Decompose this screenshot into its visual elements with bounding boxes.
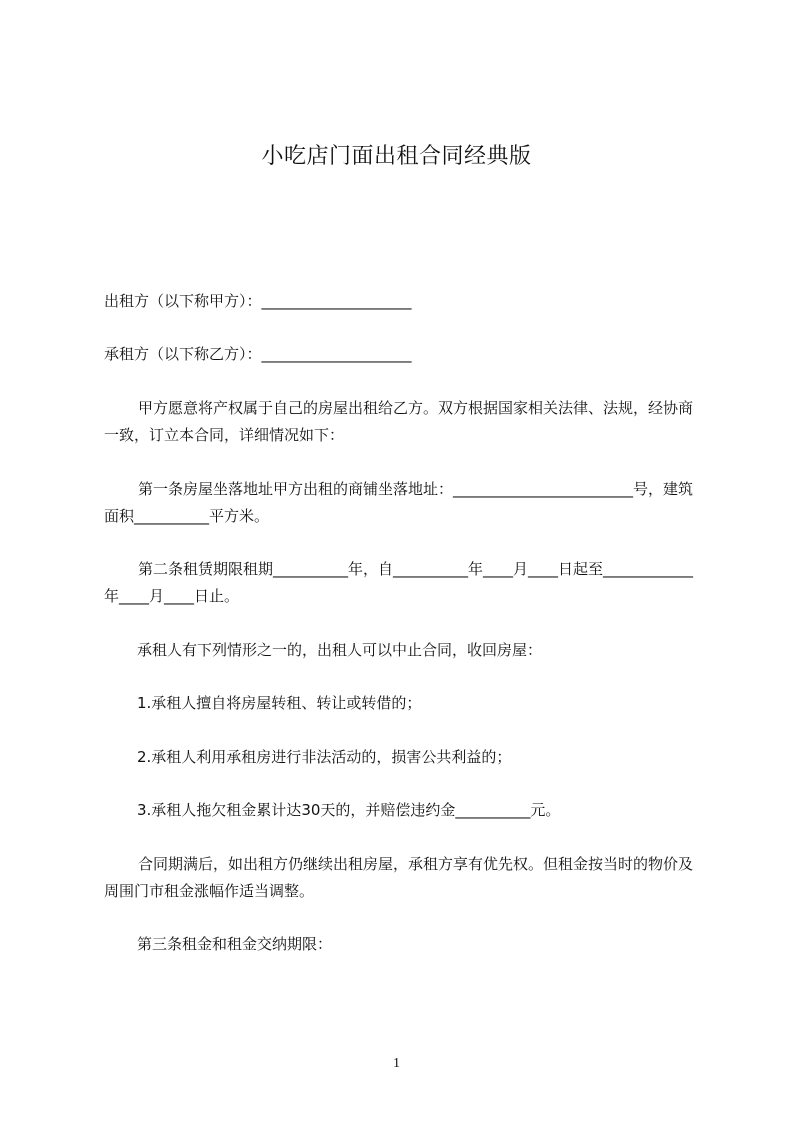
condition-item-3: 3.承租人拖欠租金累计达30天的，并赔偿违约金__________元。 — [137, 801, 561, 819]
page-number: 1 — [393, 1056, 400, 1071]
lessor-line: 出租方（以下称甲方）：____________________ — [104, 292, 412, 310]
termination-conditions-intro: 承租人有下列情形之一的，出租人可以中止合同，收回房屋： — [137, 641, 543, 659]
page-title: 小吃店门面出租合同经典版 — [261, 144, 532, 169]
lessee-line: 承租方（以下称乙方）：____________________ — [104, 345, 412, 363]
renewal-paragraph: 合同期满后，如出租方仍继续出租房屋，承租方享有优先权。但租金按当时的物价及周围门市租金涨幅作适当调整。 — [104, 855, 694, 900]
article-1-paragraph: 第一条房屋坐落地址甲方出租的商铺坐落地址：________________________号，建筑面积__________平方米。 — [104, 480, 694, 525]
intro-paragraph: 甲方愿意将产权属于自己的房屋出租给乙方。双方根据国家相关法律、法规，经协商一致，订立本合同，详细情况如下： — [104, 399, 694, 444]
article-3-heading: 第三条租金和租金交纳期限： — [137, 935, 333, 953]
article-2-paragraph: 第二条租赁期限租期__________年，自__________年____月____日起至____________年____月____日止。 — [104, 560, 694, 605]
condition-item-2: 2.承租人利用承租房进行非法活动的，损害公共利益的； — [137, 748, 512, 766]
condition-item-1: 1.承租人擅自将房屋转租、转让或转借的； — [137, 694, 422, 712]
